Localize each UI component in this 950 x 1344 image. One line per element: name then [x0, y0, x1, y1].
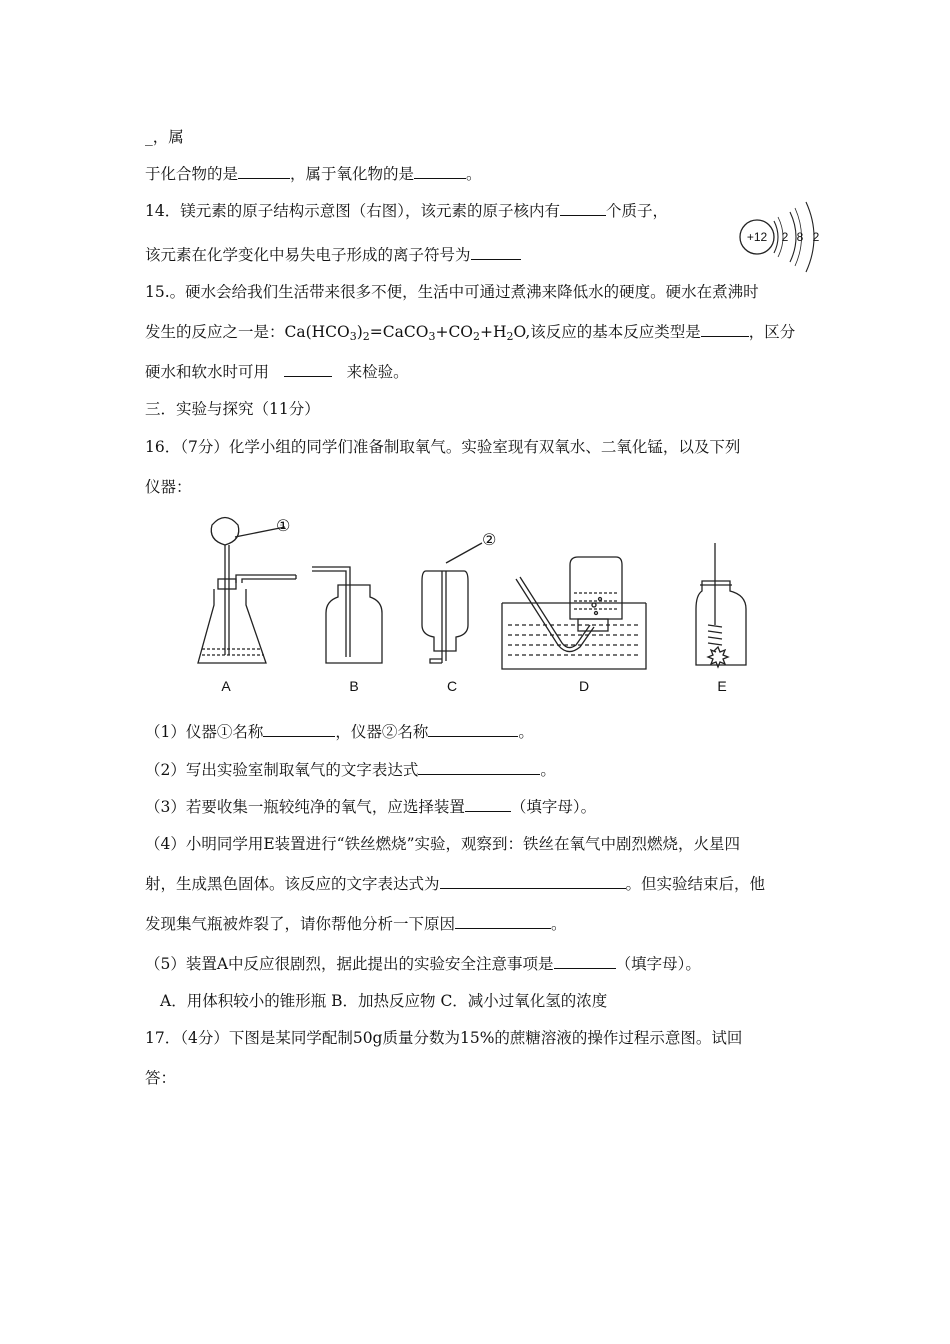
apparatus-a-flask	[198, 518, 296, 664]
blank-proton-count[interactable]	[560, 201, 606, 216]
blank-test-reagent[interactable]	[284, 362, 332, 377]
atom-shell-2: 8	[796, 230, 804, 244]
blank-oxide[interactable]	[414, 164, 466, 179]
apparatus-c-bottle	[422, 543, 482, 663]
blank-iron-equation[interactable]	[440, 874, 626, 889]
blank-word-equation[interactable]	[418, 760, 540, 775]
part-2: （2）写出实验室制取氧气的文字表达式 。	[145, 761, 556, 779]
blank-safety-option[interactable]	[554, 954, 616, 969]
blank-instrument-2[interactable]	[428, 722, 518, 737]
question-17-line-1: 17．（4分）下图是某同学配制50g质量分数为15%的蔗糖溶液的操作过程示意图。试回	[145, 1029, 743, 1047]
label-e: E	[717, 678, 727, 694]
apparatus-b-bottle	[312, 567, 382, 663]
label-b: B	[349, 678, 359, 694]
marker-1: ①	[276, 518, 291, 535]
blank-crack-reason[interactable]	[455, 914, 551, 929]
blank-ion-symbol[interactable]	[471, 245, 521, 260]
line-fragment: _，属	[145, 128, 184, 146]
part-4-line-3: 发现集气瓶被炸裂了，请你帮他分析一下原因 。	[145, 915, 567, 933]
label-a: A	[221, 678, 231, 694]
apparatus-e-jar	[696, 543, 746, 667]
atom-structure-diagram	[730, 194, 830, 280]
blank-compound[interactable]	[238, 164, 290, 179]
atom-shell-3: 2	[812, 230, 820, 244]
label-d: D	[578, 678, 590, 694]
part-1: （1）仪器①名称 ，仪器②名称 。	[145, 723, 534, 741]
question-17-line-2: 答：	[145, 1069, 177, 1087]
apparatus-d-trough	[502, 557, 646, 669]
question-16-line-2: 仪器：	[145, 478, 192, 496]
part-5-options: A．用体积较小的锥形瓶 B．加热反应物 C．减小过氧化氢的浓度	[160, 992, 608, 1010]
blank-instrument-1[interactable]	[263, 722, 335, 737]
question-14-line-1: 14．镁元素的原子结构示意图（右图），该元素的原子核内有 个质子，	[145, 202, 668, 220]
part-4-line-2: 射，生成黑色固体。该反应的文字表达式为 。但实验结束后，他	[145, 875, 766, 893]
label-c: C	[446, 678, 458, 694]
question-16-line-1: 16．（7分）化学小组的同学们准备制取氧气。实验室现有双氧水、二氧化锰，以及下列	[145, 438, 741, 456]
line-compound-oxide: 于化合物的是 ，属于氧化物的是 。	[145, 165, 482, 183]
question-14-line-2: 该元素在化学变化中易失电子形成的离子符号为	[145, 245, 521, 265]
blank-collection-device[interactable]	[465, 797, 511, 812]
blank-reaction-type[interactable]	[701, 322, 749, 337]
question-15-line-2: 发生的反应之一是：$Ca(HCO_3)_2=CaCO_3+CO_2+H_2O$,该反应的基本反应类型是 ，区分	[145, 323, 796, 343]
apparatus-figure	[190, 505, 760, 700]
part-5: （5）装置A中反应很剧烈，据此提出的实验安全注意事项是 （填字母）。	[145, 955, 701, 973]
question-15-line-3: 硬水和软水时可用 来检验。	[145, 363, 409, 381]
atom-shell-1: 2	[781, 230, 789, 244]
atom-nucleus-label: +12	[746, 230, 768, 244]
section-3-heading: 三．实验与探究（11分）	[145, 400, 320, 418]
part-4-line-1: （4）小明同学用E装置进行“铁丝燃烧”实验，观察到：铁丝在氧气中剧烈燃烧，火星四	[145, 835, 741, 853]
marker-2: ②	[482, 532, 497, 549]
question-15-line-1: 15.。硬水会给我们生活带来很多不便，生活中可通过煮沸来降低水的硬度。硬水在煮沸时	[145, 283, 759, 301]
part-3: （3）若要收集一瓶较纯净的氧气，应选择装置 （填字母）。	[145, 798, 597, 816]
